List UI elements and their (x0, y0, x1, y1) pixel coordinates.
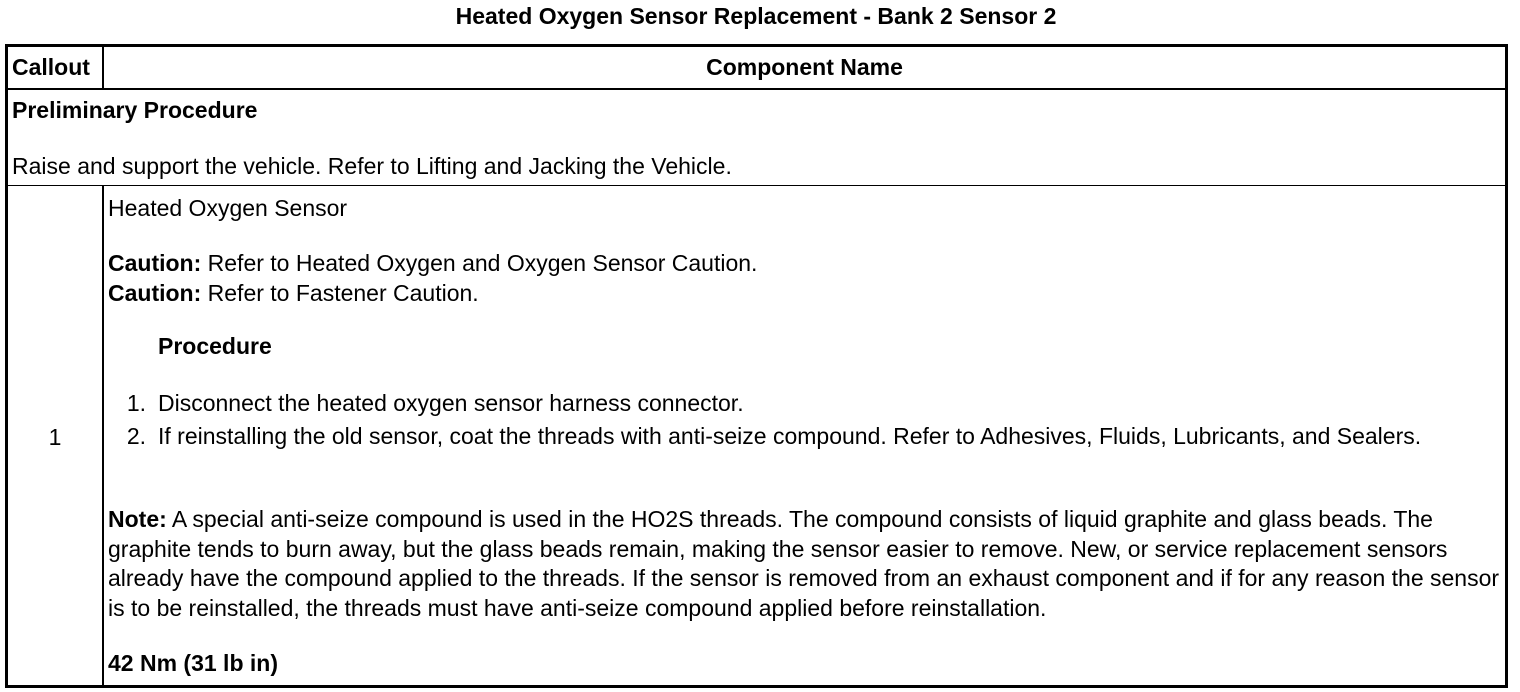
component-name: Heated Oxygen Sensor (108, 195, 348, 221)
caution-line (108, 279, 479, 307)
procedure-table (5, 44, 1508, 688)
table-header-row (8, 47, 1505, 90)
note-label: Note: (108, 506, 167, 532)
header-callout: Callout (8, 47, 104, 88)
note-text: A special anti-seize compound is used in the HO2S threads. The compound consists of liquid graphite and glass beads. The graphite tends to burn away, but the glass beads remain, making the sensor easier to remove. New, or service replacement sensors already have the compound applied to the threads. If the sensor is removed from an exhaust component and if for any reason the sensor is to be reinstalled, the threads must have anti-seize compound applied before reinstallation. (108, 506, 1500, 621)
component-cell (104, 186, 1505, 685)
table-row (8, 186, 1505, 685)
caution-text: Refer to Fastener Caution. (201, 280, 479, 306)
step-number: 2. (126, 423, 146, 449)
step-text: If reinstalling the old sensor, coat the threads with anti-seize compound. Refer to Adhesives, Fluids, Lubricants, and Sealers. (158, 423, 1422, 449)
torque-spec: 42 Nm (31 lb in) (108, 650, 278, 676)
caution-line (108, 249, 757, 277)
caution-label: Caution: (108, 250, 202, 276)
caution-label: Caution: (108, 280, 202, 306)
procedure-heading: Procedure (158, 333, 272, 359)
step-text: Disconnect the heated oxygen sensor harness connector. (158, 390, 744, 416)
preliminary-procedure-text: Raise and support the vehicle. Refer to Lifting and Jacking the Vehicle. (12, 153, 732, 179)
caution-text: Refer to Heated Oxygen and Oxygen Sensor Caution. (201, 250, 758, 276)
document-title: Heated Oxygen Sensor Replacement - Bank 2 Sensor 2 (455, 3, 1057, 29)
callout-number: 1 (48, 424, 62, 450)
preliminary-procedure-row (8, 90, 1505, 186)
step-number: 1. (126, 390, 146, 416)
note-paragraph (108, 505, 1503, 623)
preliminary-procedure-title: Preliminary Procedure (12, 97, 258, 123)
callout-cell (8, 186, 104, 685)
header-component-name: Component Name (706, 54, 903, 80)
